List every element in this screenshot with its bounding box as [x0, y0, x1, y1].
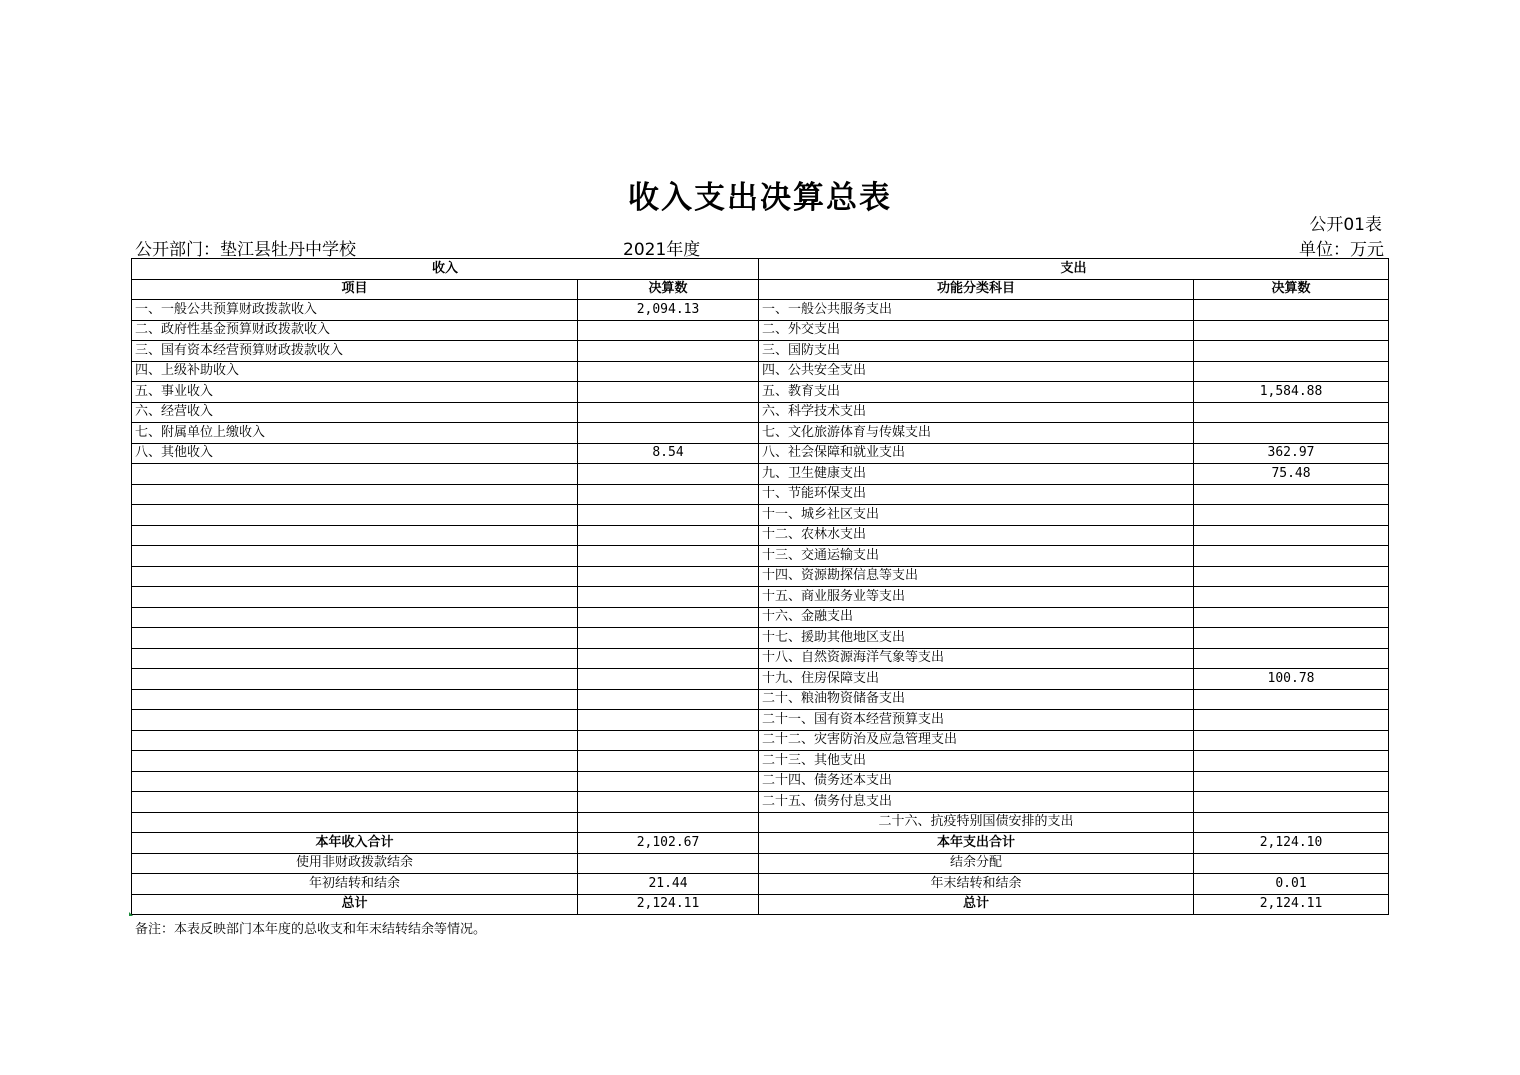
income-item-cell — [132, 484, 578, 505]
expense-amount-cell: 100.78 — [1194, 669, 1389, 690]
income-item-cell: 四、上级补助收入 — [132, 361, 578, 382]
income-amount-cell — [578, 792, 759, 813]
income-header: 收入 — [132, 259, 759, 280]
expense-item-cell: 十二、农林水支出 — [759, 525, 1194, 546]
expense-item-cell: 六、科学技术支出 — [759, 402, 1194, 423]
expense-item-cell: 二十四、债务还本支出 — [759, 771, 1194, 792]
expense-item-cell: 二十一、国有资本经营预算支出 — [759, 710, 1194, 731]
unit-label: 单位：万元 — [1299, 240, 1384, 260]
summary-income-amount: 2,124.11 — [578, 894, 759, 915]
income-amount-cell — [578, 402, 759, 423]
income-item-cell: 五、事业收入 — [132, 382, 578, 403]
summary-row — [132, 833, 1389, 854]
income-amount-cell — [578, 423, 759, 444]
summary-income-label: 使用非财政拨款结余 — [132, 853, 578, 874]
table-row-special — [132, 812, 1389, 833]
income-item-cell — [132, 792, 578, 813]
table-row — [132, 628, 1389, 649]
summary-income-label: 总计 — [132, 894, 578, 915]
final-accounts-table — [131, 258, 1389, 915]
expense-item-cell: 二、外交支出 — [759, 320, 1194, 341]
expense-item-cell: 十七、援助其他地区支出 — [759, 628, 1194, 649]
income-item-cell — [132, 566, 578, 587]
income-amount-cell — [578, 689, 759, 710]
income-item-cell — [132, 710, 578, 731]
col-item-header: 项目 — [132, 279, 578, 300]
expense-item-cell: 二十三、其他支出 — [759, 751, 1194, 772]
expense-item-cell: 五、教育支出 — [759, 382, 1194, 403]
expense-amount-cell — [1194, 484, 1389, 505]
expense-amount-cell — [1194, 792, 1389, 813]
expense-item-cell: 十八、自然资源海洋气象等支出 — [759, 648, 1194, 669]
expense-amount-cell: 75.48 — [1194, 464, 1389, 485]
table-body — [132, 300, 1389, 915]
department-label: 公开部门：垫江县牡丹中学校 — [135, 240, 356, 260]
col-amount2-header: 决算数 — [1194, 279, 1389, 300]
form-number: 公开01表 — [1309, 215, 1382, 235]
expense-item-cell: 十三、交通运输支出 — [759, 546, 1194, 567]
table-row — [132, 587, 1389, 608]
income-amount-cell — [578, 341, 759, 362]
table-row — [132, 525, 1389, 546]
expense-item-cell: 九、卫生健康支出 — [759, 464, 1194, 485]
expense-item-cell: 十四、资源勘探信息等支出 — [759, 566, 1194, 587]
income-item-cell — [132, 628, 578, 649]
table-row — [132, 402, 1389, 423]
table-row — [132, 300, 1389, 321]
table-row — [132, 730, 1389, 751]
expense-amount-cell — [1194, 751, 1389, 772]
table-row — [132, 648, 1389, 669]
table-row — [132, 607, 1389, 628]
table-row — [132, 423, 1389, 444]
summary-expense-label: 本年支出合计 — [759, 833, 1194, 854]
expense-amount-cell — [1194, 628, 1389, 649]
income-item-cell — [132, 812, 578, 833]
income-amount-cell — [578, 361, 759, 382]
cell-marker-icon — [129, 912, 133, 916]
year-label: 2021年度 — [623, 240, 701, 260]
income-amount-cell — [578, 546, 759, 567]
income-item-cell — [132, 587, 578, 608]
summary-row — [132, 874, 1389, 895]
income-item-cell — [132, 730, 578, 751]
summary-income-amount: 21.44 — [578, 874, 759, 895]
expense-amount-cell — [1194, 546, 1389, 567]
expense-amount-cell — [1194, 566, 1389, 587]
summary-row — [132, 894, 1389, 915]
expense-amount-cell: 1,584.88 — [1194, 382, 1389, 403]
expense-item-cell: 十六、金融支出 — [759, 607, 1194, 628]
income-amount-cell — [578, 648, 759, 669]
expense-amount-cell — [1194, 607, 1389, 628]
expense-item-cell: 七、文化旅游体育与传媒支出 — [759, 423, 1194, 444]
table-row — [132, 382, 1389, 403]
income-amount-cell — [578, 669, 759, 690]
table-row — [132, 464, 1389, 485]
expense-amount-cell — [1194, 587, 1389, 608]
table-row — [132, 689, 1389, 710]
expense-item-cell: 三、国防支出 — [759, 341, 1194, 362]
income-amount-cell — [578, 382, 759, 403]
summary-expense-amount: 0.01 — [1194, 874, 1389, 895]
expense-item-cell: 四、公共安全支出 — [759, 361, 1194, 382]
summary-income-label: 年初结转和结余 — [132, 874, 578, 895]
expense-amount-cell — [1194, 812, 1389, 833]
income-item-cell — [132, 505, 578, 526]
income-item-cell: 七、附属单位上缴收入 — [132, 423, 578, 444]
expense-item-cell: 二十二、灾害防治及应急管理支出 — [759, 730, 1194, 751]
expense-header: 支出 — [759, 259, 1389, 280]
summary-income-label: 本年收入合计 — [132, 833, 578, 854]
income-item-cell — [132, 648, 578, 669]
expense-item-cell: 二十、粮油物资储备支出 — [759, 689, 1194, 710]
income-amount-cell — [578, 320, 759, 341]
expense-item-cell: 一、一般公共服务支出 — [759, 300, 1194, 321]
expense-amount-cell — [1194, 730, 1389, 751]
expense-amount-cell: 362.97 — [1194, 443, 1389, 464]
table-row — [132, 505, 1389, 526]
income-item-cell: 二、政府性基金预算财政拨款收入 — [132, 320, 578, 341]
expense-amount-cell — [1194, 505, 1389, 526]
income-amount-cell — [578, 628, 759, 649]
table-row — [132, 546, 1389, 567]
income-amount-cell — [578, 525, 759, 546]
income-amount-cell — [578, 566, 759, 587]
table-row — [132, 484, 1389, 505]
summary-income-amount — [578, 853, 759, 874]
summary-expense-label: 年末结转和结余 — [759, 874, 1194, 895]
expense-amount-cell — [1194, 341, 1389, 362]
income-amount-cell — [578, 484, 759, 505]
income-amount-cell — [578, 607, 759, 628]
expense-item-cell: 十一、城乡社区支出 — [759, 505, 1194, 526]
expense-amount-cell — [1194, 525, 1389, 546]
expense-amount-cell — [1194, 648, 1389, 669]
table-header-row — [132, 279, 1389, 300]
table-row — [132, 710, 1389, 731]
expense-amount-cell — [1194, 710, 1389, 731]
expense-item-cell: 二十五、债务付息支出 — [759, 792, 1194, 813]
expense-amount-cell — [1194, 361, 1389, 382]
income-amount-cell: 2,094.13 — [578, 300, 759, 321]
income-item-cell — [132, 689, 578, 710]
income-amount-cell — [578, 587, 759, 608]
income-amount-cell — [578, 751, 759, 772]
income-amount-cell — [578, 464, 759, 485]
summary-expense-label: 总计 — [759, 894, 1194, 915]
summary-income-amount: 2,102.67 — [578, 833, 759, 854]
expense-item-cell: 十、节能环保支出 — [759, 484, 1194, 505]
income-item-cell — [132, 607, 578, 628]
expense-amount-cell — [1194, 423, 1389, 444]
expense-item-cell: 八、社会保障和就业支出 — [759, 443, 1194, 464]
summary-expense-amount — [1194, 853, 1389, 874]
col-amount-header: 决算数 — [578, 279, 759, 300]
summary-row — [132, 853, 1389, 874]
expense-amount-cell — [1194, 402, 1389, 423]
income-item-cell — [132, 751, 578, 772]
summary-expense-label: 结余分配 — [759, 853, 1194, 874]
summary-expense-amount: 2,124.11 — [1194, 894, 1389, 915]
table-header-group-row — [132, 259, 1389, 280]
table-row — [132, 566, 1389, 587]
expense-amount-cell — [1194, 771, 1389, 792]
expense-item-cell: 十九、住房保障支出 — [759, 669, 1194, 690]
income-item-cell: 三、国有资本经营预算财政拨款收入 — [132, 341, 578, 362]
income-item-cell: 八、其他收入 — [132, 443, 578, 464]
income-item-cell: 六、经营收入 — [132, 402, 578, 423]
income-amount-cell — [578, 771, 759, 792]
income-amount-cell: 8.54 — [578, 443, 759, 464]
income-amount-cell — [578, 710, 759, 731]
expense-item-cell: 二十六、抗疫特别国债安排的支出 — [759, 812, 1194, 833]
income-amount-cell — [578, 730, 759, 751]
summary-expense-amount: 2,124.10 — [1194, 833, 1389, 854]
meta-row — [131, 235, 1387, 260]
expense-amount-cell — [1194, 300, 1389, 321]
page-title: 收入支出决算总表 — [628, 180, 892, 216]
col-func-category-header: 功能分类科目 — [759, 279, 1194, 300]
table-row — [132, 341, 1389, 362]
income-amount-cell — [578, 505, 759, 526]
income-item-cell — [132, 546, 578, 567]
table-row — [132, 792, 1389, 813]
income-item-cell — [132, 525, 578, 546]
table-row — [132, 361, 1389, 382]
table-row — [132, 443, 1389, 464]
table-row — [132, 771, 1389, 792]
table-row — [132, 751, 1389, 772]
income-item-cell — [132, 464, 578, 485]
income-item-cell — [132, 771, 578, 792]
income-amount-cell — [578, 812, 759, 833]
income-item-cell — [132, 669, 578, 690]
expense-item-cell: 十五、商业服务业等支出 — [759, 587, 1194, 608]
expense-amount-cell — [1194, 689, 1389, 710]
expense-amount-cell — [1194, 320, 1389, 341]
income-item-cell: 一、一般公共预算财政拨款收入 — [132, 300, 578, 321]
table-row — [132, 669, 1389, 690]
table-note: 备注：本表反映部门本年度的总收支和年末结转结余等情况。 — [135, 922, 487, 937]
table-row — [132, 320, 1389, 341]
